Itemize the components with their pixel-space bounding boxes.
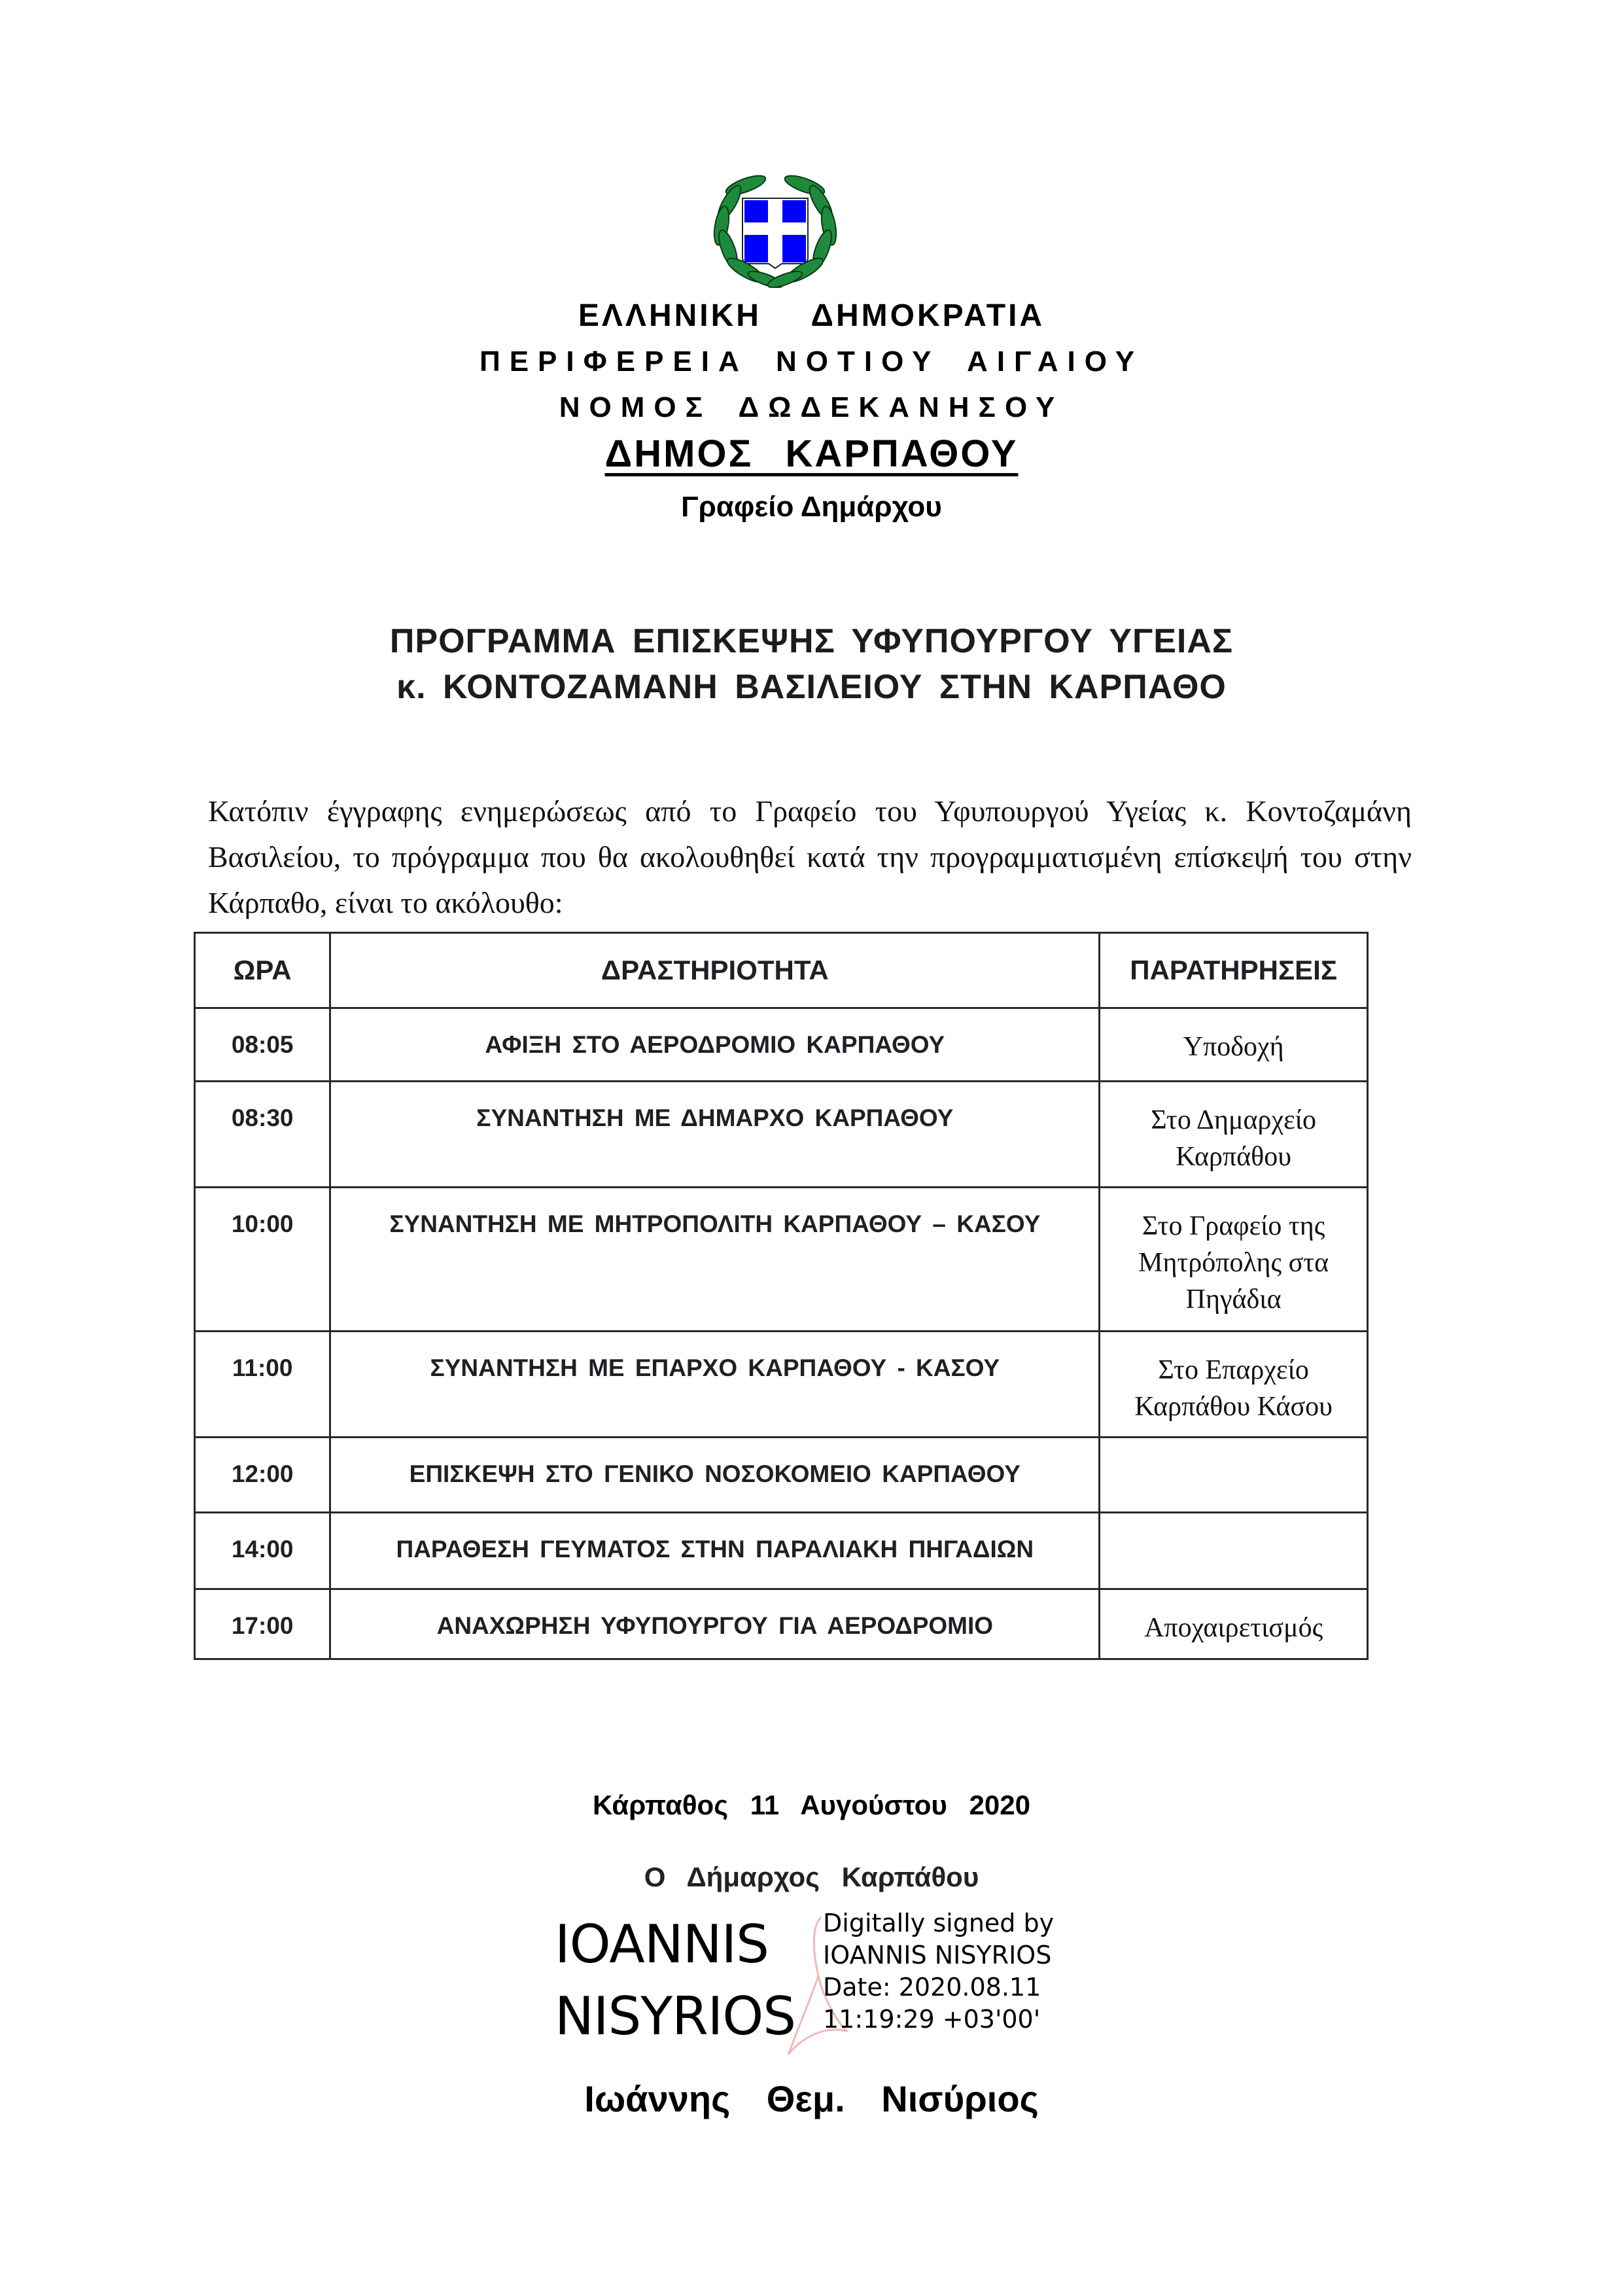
greek-coat-of-arms-icon xyxy=(710,167,841,288)
row-notes: Αποχαιρετισμός xyxy=(1100,1589,1368,1659)
header-municipality xyxy=(0,432,1623,476)
column-header-activity: ΔΡΑΣΤΗΡΙΟΤΗΤΑ xyxy=(330,933,1100,1008)
signer-name: Ιωάννης Θεμ. Νισύριος xyxy=(584,2078,1039,2119)
row-time: 08:30 xyxy=(195,1082,330,1188)
row-time: 17:00 xyxy=(195,1589,330,1659)
signature-info-line: Digitally signed by xyxy=(823,1909,1055,1937)
header-country: ΕΛΛΗΝΙΚΗ ΔΗΜΟΚΡΑΤΙΑ xyxy=(578,298,1045,333)
row-notes: Στο Επαρχείο Καρπάθου Κάσου xyxy=(1100,1332,1368,1438)
signature-details xyxy=(823,1907,1054,2036)
row-notes: Στο Δημαρχείο Καρπάθου xyxy=(1100,1082,1368,1188)
row-activity: ΣΥΝΑΝΤΗΣΗ ΜΕ ΜΗΤΡΟΠΟΛΙΤΗ ΚΑΡΠΑΘΟΥ – ΚΑΣΟΥ xyxy=(330,1188,1100,1332)
row-time: 12:00 xyxy=(195,1438,330,1513)
row-time: 08:05 xyxy=(195,1008,330,1082)
row-notes: Στο Γραφείο της Μητρόπολης στα Πηγάδια xyxy=(1100,1188,1368,1332)
table-header-row xyxy=(195,933,1368,1008)
row-activity: ΑΦΙΞΗ ΣΤΟ ΑΕΡΟΔΡΟΜΙΟ ΚΑΡΠΑΘΟΥ xyxy=(330,1008,1100,1082)
signature-info-line: Date: 2020.08.11 xyxy=(823,1973,1041,2002)
signature-name-line2: NISYRIOS xyxy=(555,1986,796,2047)
digital-signature[interactable] xyxy=(550,1894,1086,2064)
table-row xyxy=(195,1589,1368,1659)
header-office: Γραφείο Δημάρχου xyxy=(681,491,942,523)
row-time: 10:00 xyxy=(195,1188,330,1332)
column-header-notes: ΠΑΡΑΤΗΡΗΣΕΙΣ xyxy=(1100,933,1368,1008)
signature-info-line: 11:19:29 +03'00' xyxy=(823,2005,1041,2034)
document-title-line2: κ. ΚΟΝΤΟΖΑΜΑΝΗ ΒΑΣΙΛΕΙΟΥ ΣΤΗΝ ΚΑΡΠΑΘΟ xyxy=(396,668,1227,706)
schedule-table xyxy=(194,932,1369,1660)
row-notes xyxy=(1100,1438,1368,1513)
header-region: ΠΕΡΙΦΕΡΕΙΑ ΝΟΤΙΟΥ ΑΙΓΑΙΟΥ xyxy=(479,345,1144,378)
table-row xyxy=(195,1188,1368,1332)
table-row xyxy=(195,1008,1368,1082)
row-activity: ΣΥΝΑΝΤΗΣΗ ΜΕ ΕΠΑΡΧΟ ΚΑΡΠΑΘΟΥ - ΚΑΣΟΥ xyxy=(330,1332,1100,1438)
table-row xyxy=(195,1513,1368,1589)
table-row xyxy=(195,1082,1368,1188)
signer-role: Ο Δήμαρχος Καρπάθου xyxy=(644,1862,979,1892)
row-activity: ΣΥΝΑΝΤΗΣΗ ΜΕ ΔΗΜΑΡΧΟ ΚΑΡΠΑΘΟΥ xyxy=(330,1082,1100,1188)
row-activity: ΑΝΑΧΩΡΗΣΗ ΥΦΥΠΟΥΡΓΟΥ ΓΙΑ ΑΕΡΟΔΡΟΜΙΟ xyxy=(330,1589,1100,1659)
intro-paragraph: Κατόπιν έγγραφης ενημερώσεως από το Γραφείο του Υφυπουργού Υγείας κ. Κοντοζαμάνη Βασιλείου, το πρόγραμμα που θα ακολουθηθεί κατά την προγραμματισμένη επίσκεψή του στην Κάρπαθο, είναι το ακόλουθο: xyxy=(208,794,1412,919)
row-notes xyxy=(1100,1513,1368,1589)
row-activity: ΠΑΡΑΘΕΣΗ ΓΕΥΜΑΤΟΣ ΣΤΗΝ ΠΑΡΑΛΙΑΚΗ ΠΗΓΑΔΙΩΝ xyxy=(330,1513,1100,1589)
table-row xyxy=(195,1438,1368,1513)
municipality-name: ΔΗΜΟΣ ΚΑΡΠΑΘΟΥ xyxy=(604,433,1019,475)
signature-name-line1: IOANNIS xyxy=(555,1914,769,1975)
place-and-date: Κάρπαθος 11 Αυγούστου 2020 xyxy=(593,1790,1030,1820)
signature-info-line: IOANNIS NISYRIOS xyxy=(823,1941,1052,1969)
row-time: 11:00 xyxy=(195,1332,330,1438)
row-time: 14:00 xyxy=(195,1513,330,1589)
row-activity: ΕΠΙΣΚΕΨΗ ΣΤΟ ΓΕΝΙΚΟ ΝΟΣΟΚΟΜΕΙΟ ΚΑΡΠΑΘΟΥ xyxy=(330,1438,1100,1513)
table-row xyxy=(195,1332,1368,1438)
document-title-line1: ΠΡΟΓΡΑΜΜΑ ΕΠΙΣΚΕΨΗΣ ΥΦΥΠΟΥΡΓΟΥ ΥΓΕΙΑΣ xyxy=(389,622,1234,660)
row-notes: Υποδοχή xyxy=(1100,1008,1368,1082)
header-prefecture: ΝΟΜΟΣ ΔΩΔΕΚΑΝΗΣΟΥ xyxy=(559,391,1064,423)
column-header-time: ΩΡΑ xyxy=(195,933,330,1008)
